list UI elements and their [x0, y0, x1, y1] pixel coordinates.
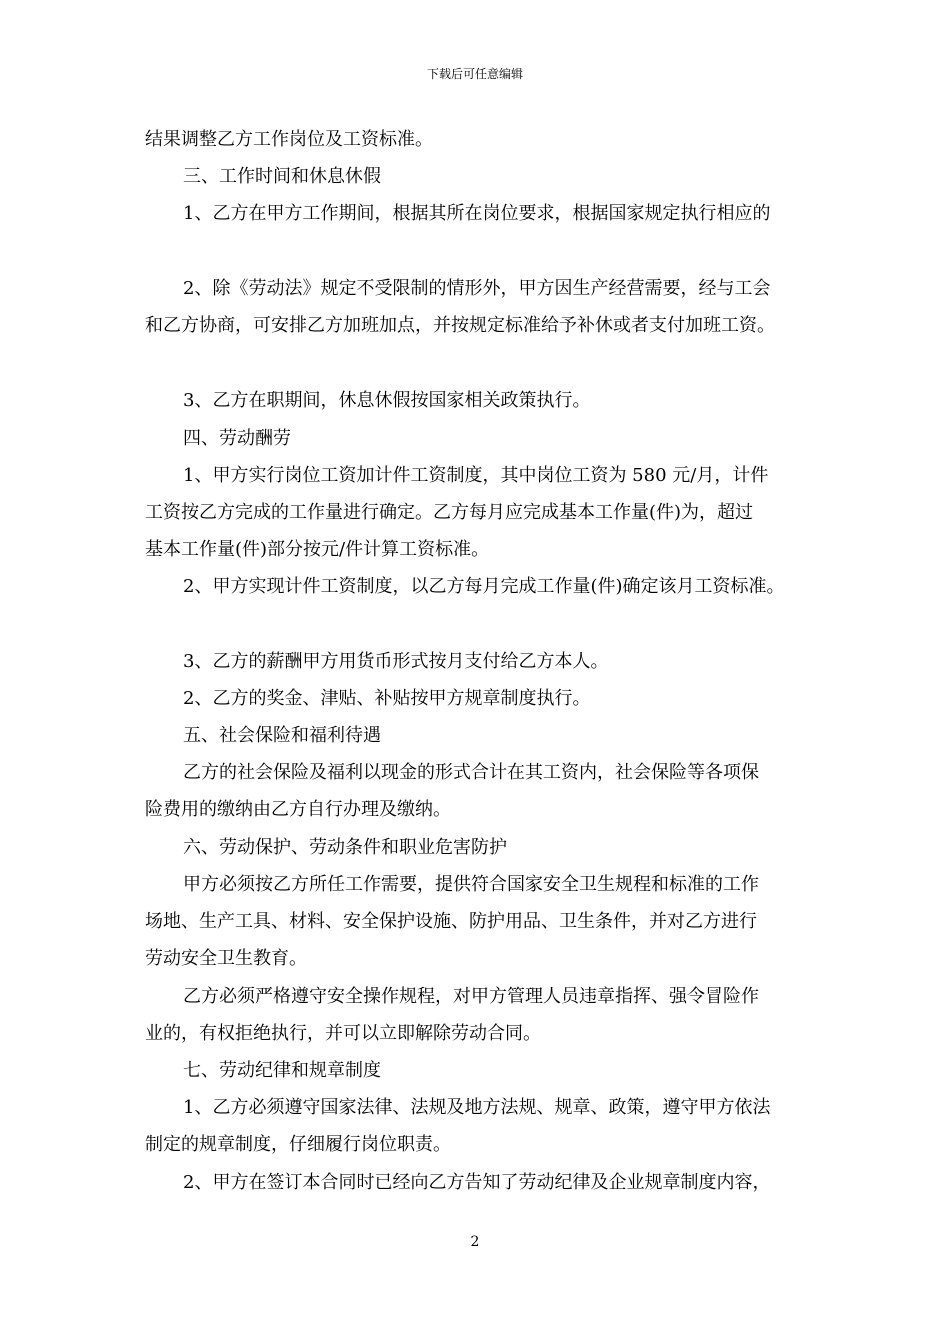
text-line: 工资按乙方完成的工作量进行确定。乙方每月应完成基本工作量(件)为，超过: [145, 502, 754, 523]
text-line: 甲方必须按乙方所任工作需要，提供符合国家安全卫生规程和标准的工作: [183, 874, 759, 895]
text-line: 2、除《劳动法》规定不受限制的情形外，甲方因生产经营需要，经与工会: [183, 278, 771, 299]
section-heading: 六、劳动保护、劳动条件和职业危害防护: [183, 837, 507, 858]
text-line: 劳动安全卫生教育。: [145, 948, 307, 969]
text-line: 1、乙方必须遵守国家法律、法规及地方法规、规章、政策，遵守甲方依法: [183, 1097, 771, 1118]
text-line: 2、甲方实现计件工资制度，以乙方每月完成工作量(件)确定该月工资标准。: [183, 576, 785, 597]
text-line: 乙方的社会保险及福利以现金的形式合计在其工资内，社会保险等各项保: [183, 762, 759, 783]
text-line: 1、乙方在甲方工作期间，根据其所在岗位要求，根据国家规定执行相应的: [183, 203, 771, 224]
text-line: 和乙方协商，可安排乙方加班加点，并按规定标准给予补休或者支付加班工资。: [145, 315, 775, 336]
text-line: 场地、生产工具、材料、安全保护设施、防护用品、卫生条件，并对乙方进行: [145, 911, 757, 932]
text-line: 险费用的缴纳由乙方自行办理及缴纳。: [145, 799, 451, 820]
section-heading: 五、社会保险和福利待遇: [183, 725, 381, 746]
text-line: 3、乙方的薪酬甲方用货币形式按月支付给乙方本人。: [183, 651, 609, 672]
section-heading: 四、劳动酬劳: [183, 428, 291, 449]
text-line: 结果调整乙方工作岗位及工资标准。: [145, 129, 433, 150]
text-line: 乙方必须严格遵守安全操作规程，对甲方管理人员违章指挥、强令冒险作: [183, 986, 759, 1007]
section-heading: 七、劳动纪律和规章制度: [183, 1060, 381, 1081]
page-number: 2: [470, 1234, 480, 1250]
section-heading: 三、工作时间和休息休假: [183, 166, 381, 187]
text-line: 制定的规章制度，仔细履行岗位职责。: [145, 1134, 451, 1155]
text-line: 1、甲方实行岗位工资加计件工资制度，其中岗位工资为 580 元/月，计件: [183, 465, 769, 486]
text-line: 基本工作量(件)部分按元/件计算工资标准。: [145, 539, 490, 560]
text-line: 2、乙方的奖金、津贴、补贴按甲方规章制度执行。: [183, 688, 591, 709]
text-line: 3、乙方在职期间，休息休假按国家相关政策执行。: [183, 390, 591, 411]
text-line: 2、甲方在签订本合同时已经向乙方告知了劳动纪律及企业规章制度内容，: [183, 1172, 771, 1193]
text-line: 业的，有权拒绝执行，并可以立即解除劳动合同。: [145, 1023, 541, 1044]
page-header: 下载后可任意编辑: [426, 67, 523, 81]
